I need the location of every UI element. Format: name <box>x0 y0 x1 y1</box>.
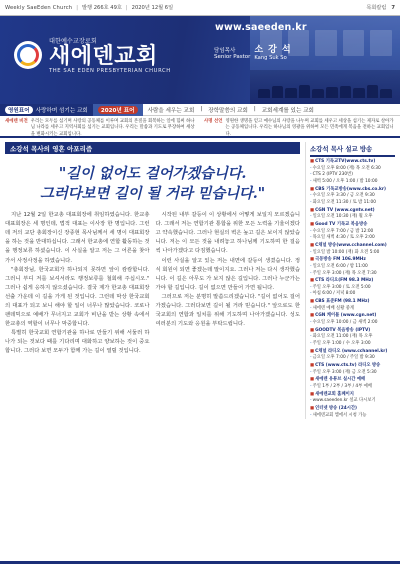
article-title-line1: "길이 없어도 걸어가겠습니다. <box>58 165 247 182</box>
bullet-icon: ■ <box>310 313 315 319</box>
dash-icon: - <box>310 249 312 255</box>
column-label: 소강석 목사의 영혼 아포리즘 <box>5 142 300 154</box>
broadcast-time: - 수요일 오후 8:00 (재) 목 오전 6:30 <box>310 165 381 171</box>
bullet-icon: ■ <box>310 257 315 263</box>
bullet-icon: ■ <box>310 327 315 333</box>
broadcast-time: - 금요일 오후 7:00 / 주일 밤 9:30 <box>310 355 375 361</box>
dash-icon: - <box>310 165 312 171</box>
broadcast-list <box>310 159 395 419</box>
broadcast-time: - 목요일 새벽 4:30 / 토 오후 2:00 <box>310 235 375 241</box>
church-name: 새에덴교회 <box>49 44 158 69</box>
dash-icon: - <box>310 398 312 404</box>
broadcast-channel: ■ C채널 라디오 (www.cchannel.kr) <box>310 348 388 354</box>
broadcast-time: - 새에덴 예배 실황 중계 <box>310 305 355 311</box>
masthead-banner <box>0 16 400 104</box>
vision-strip <box>0 116 400 138</box>
vision-label: 새에덴 비전 <box>5 119 28 124</box>
dash-icon: - <box>310 193 312 199</box>
pastor-name-en: Kang Suk So <box>254 55 287 61</box>
issue-date: 2020년 12월 6일 <box>131 5 174 11</box>
article-body <box>5 211 300 356</box>
mission-text: 영원한 생명을 얻고 예수님의 사랑을 나누며 교회를 세우고 세상을 섬기는 제자로 살아가는 공동체입니다. 우리는 하나님의 영광을 위하여 모든 민족에게 복음을 전하는 교회입니다. <box>225 119 394 137</box>
bullet-icon: ■ <box>310 299 315 305</box>
broadcast-channel: ■ CBS 기독교방송(www.cbs.co.kr) <box>310 186 386 192</box>
bullet-icon: ■ <box>310 391 315 397</box>
section-label: 목회칼럼 <box>366 5 387 11</box>
column-article <box>5 142 305 419</box>
broadcast-channel: ■ CGN 케이블 (www.cgn.net) <box>310 313 377 319</box>
vision-text: 우리는 모두를 섬기며 사랑의 공동체를 이루며 교회의 본질을 회복하는 일에 힘써 하나님 나라를 세우고 지역사회를 섬기는 교회입니다. 우리는 말씀과 기도로 무장하여 세상을 변화시키는 교회입니다. <box>30 119 195 137</box>
dash-icon: - <box>310 355 312 361</box>
bullet-icon: ■ <box>310 159 315 164</box>
slogan-bar: 영원표어 사랑하며 섬기는 교회 2020년 표어 사람을 세우는 교회 | 장학말씀의 교회 | 교회세계를 있는 교회 <box>0 104 400 116</box>
dash-icon: - <box>310 178 312 184</box>
denomination: 대한예수교장로회 <box>49 38 97 45</box>
broadcast-time: - 일요일 밤 10:00 (재) 화 오전 5:00 <box>310 249 380 255</box>
article-title-line2: 그러다보면 길이 될 거라 믿습니다." <box>40 184 265 202</box>
broadcast-channel: ■ 인터넷 방송 (24시간) <box>310 405 358 411</box>
broadcast-time: - 수요일 오후 7:00 / 금 밤 12:00 <box>310 228 374 234</box>
broadcast-channel: ■ 새에덴교회 홈페이지 <box>310 391 354 397</box>
paragraph: 그러므로 저는 분명히 말씀드리겠습니다. "길이 없어도 걸어가겠습니다. 그러다보면 길이 될 거라 믿습니다." 앞으로도 한국교회의 연합과 일치를 위해 기도하며 나아가겠습니다. 성도 여러분의 기도와 응원을 부탁드립니다. <box>155 293 300 328</box>
pastor-role-ko: 담임목사 <box>214 47 236 54</box>
broadcast-time: - 화요일 오전 11:00 (재) 목 오후 <box>310 334 373 340</box>
bullet-icon: ■ <box>310 363 315 369</box>
broadcast-channel: ■ CTS 라디오(FM 98.3 MHz) <box>310 278 374 284</box>
year-motto-1: 사람을 세우는 교회 <box>147 107 195 114</box>
dash-icon: - <box>310 284 312 290</box>
pastor-role-en: Senior Pastor <box>214 54 251 61</box>
bullet-icon: ■ <box>310 405 315 411</box>
dash-icon: - <box>310 214 312 220</box>
broadcast-time: - 주일 1부 / 2부 / 3부 / 4부 예배 <box>310 384 372 389</box>
content-area <box>0 138 400 419</box>
broadcast-channel: ■ C채널 방송(www.cchannel.com) <box>310 242 387 248</box>
paragraph: 시작된 내부 갈등이 이 상황에서 어떻게 보일지 모르겠습니다. 그래서 저는 연합기관 통합을 위한 모든 노력을 기울이겠다고 약속했습니다. 그러나 현실의 벽은 높고 길은 보이지 않았습니다. 저는 이 모든 것을 내려놓고 하나님께 기도하며 한 걸음씩 나아가겠다고 다짐했습니다. <box>155 212 300 255</box>
broadcast-time: - 수요일 오후 3:30 / 금 오전 9:30 <box>310 193 375 199</box>
broadcast-time: - 주일 오후 3:00 / 토 오전 5:00 <box>310 284 371 290</box>
bullet-icon: ■ <box>310 242 315 248</box>
broadcast-channel: ■ 극동방송 FM 106.9MHz <box>310 257 366 263</box>
broadcast-time: - 주일 오후 1:00 / 수 오후 3:00 <box>310 341 371 347</box>
broadcast-channel: ■ CTS (www.cts.tv) 라디오 방송 <box>310 363 381 369</box>
pastor-name-ko: 소 강 석 <box>254 45 292 55</box>
mission-label: 사명 선언 <box>204 119 223 124</box>
issue-number: 발행 266호 49호 <box>82 5 122 11</box>
page-number: 7 <box>391 4 395 11</box>
year-motto-3: 교회세계를 있는 교회 <box>261 107 314 114</box>
publication-name: Weekly SaeEden Church <box>5 4 73 11</box>
dash-icon: - <box>310 341 312 347</box>
broadcast-time: - CTS 2 (IPTV 230번) <box>310 172 353 178</box>
church-logo-icon <box>14 41 42 69</box>
broadcast-sidebar <box>305 142 395 419</box>
eternal-motto: 사랑하며 섬기는 교회 <box>35 107 88 114</box>
broadcast-time: - 새벽 5:00 / 오후 1:00 / 밤 10:00 <box>310 178 378 184</box>
senior-pastor <box>214 42 292 61</box>
dash-icon: - <box>310 228 312 234</box>
broadcast-channel: ■ 새에덴 유튜브 실시간 예배 <box>310 377 366 383</box>
paragraph: 특별히 한국교회 연합기관을 하나로 만들기 위해 서둘러 하나가 되는 것보다 때를 기다리며 대화하고 양보하는 것이 중요합니다. 그러다 보면 모두가 함께 가는 길이 열릴 것입니다. <box>5 330 150 355</box>
dash-icon: - <box>310 412 312 418</box>
broadcast-time: - 일요일 오전 6:00 / 밤 11:00 <box>310 263 368 269</box>
broadcast-channel: ■ CTS 기독교TV(www.cts.tv) <box>310 159 376 164</box>
article-column-2 <box>156 211 301 356</box>
broadcast-time: - 주일 오후 3:00 (재) 금 오전 5:30 <box>310 369 377 375</box>
dash-icon: - <box>310 291 312 297</box>
dash-icon: - <box>310 263 312 269</box>
top-strip: Weekly SaeEden Church | 발행 266호 49호 | 2020년 12월 6일 목회칼럼 7 <box>0 0 400 16</box>
broadcast-channel: ■ Good TV 기독교 복음방송 <box>310 221 368 227</box>
bullet-icon: ■ <box>310 377 315 383</box>
year-motto-2: 장학말씀의 교회 <box>208 107 248 114</box>
dash-icon: - <box>310 384 312 389</box>
broadcast-time: - 일요일 오전 10:30 (재) 월 오후 <box>310 214 373 220</box>
broadcast-time: - 화요일 오전 11:30 / 토 밤 11:00 <box>310 199 377 205</box>
dash-icon: - <box>310 199 312 205</box>
broadcast-channel: ■ GOODTV 복음방송 (IPTV) <box>310 327 371 333</box>
paragraph: "총회장님, 한국교회가 하나되지 못하면 앞이 캄캄합니다. 그러니 부디 저를 보셔서라도 행정보류를 철회해 주십시오." 그러나 쉽게 응하지 않으셨습니다. 결국 제가 한교총 대표회장 선출 가운데 이 길을 가게 된 것입니다. 그런데 막상 한국교회의 대표가 되고 보니 해야 할 일이 너무나 많았습니다. 코로나 팬데믹으로 예배가 무너지고 교회가 비난을 받는 상황 속에서 한교총의 역할이 너무나 막중합니다. <box>5 266 150 328</box>
broadcast-time: - 수요일 오후 10:00 / 금 새벽 2:00 <box>310 320 378 326</box>
dash-icon: - <box>310 334 312 340</box>
sidebar-title: 소강석 목사 설교 방송 <box>310 142 395 157</box>
church-logo-block <box>14 36 171 74</box>
website-url[interactable]: www.saeeden.kr <box>215 22 307 33</box>
eternal-motto-tag: 영원표어 <box>5 106 33 114</box>
year-motto-tag: 2020년 표어 <box>98 106 138 114</box>
broadcast-channel: ■ CGN TV (www.cgntv.net) <box>310 207 375 213</box>
article-column-1 <box>5 211 150 356</box>
article-title <box>5 164 300 203</box>
broadcast-time: - www.saeeden.kr 설교 다시보기 <box>310 398 376 404</box>
dash-icon: - <box>310 369 312 375</box>
bullet-icon: ■ <box>310 278 315 284</box>
dash-icon: - <box>310 235 312 241</box>
broadcast-channel: ■ CBS 표준FM (98.1 MHz) <box>310 299 370 305</box>
dash-icon: - <box>310 172 312 178</box>
paragraph: 지난 12월 2일 한교총 대표회장에 취임하였습니다. 한교총 대표회장은 세 명인데, 법적 대표는 이사장 한 명입니다. 그런데 저의 교단 총회장이신 장종현 목사님께서 세 명이 대표회장을 하는 것을 반대하십니다. 그래서 한교총에 연합 활동하는 것을 행정보류 하셨습니다. 이 사실을 알고 저는 그 어른을 찾아가서 사정사정을 하였습니다. <box>5 212 150 264</box>
bullet-icon: ■ <box>310 186 315 192</box>
bullet-icon: ■ <box>310 207 315 213</box>
church-name-english: THE SAE EDEN PRESBYTERIAN CHURCH <box>49 68 171 75</box>
dash-icon: - <box>310 270 312 276</box>
broadcast-time: - 주일 오후 3:00 (재) 목 오전 7:30 <box>310 270 377 276</box>
bullet-icon: ■ <box>310 221 315 227</box>
broadcast-time: - 새에덴교회 앱에서 시청 가능 <box>310 412 367 418</box>
dash-icon: - <box>310 320 312 326</box>
bullet-icon: ■ <box>310 348 315 354</box>
paragraph: 이런 사실을 알고 있는 저는 내면에 갈등이 생겼습니다. 정식 회원이 되면 좋겠는데 말이지요. 그러나 저는 다시 생각했습니다. 이 길은 아무도 가 보지 않은 길입니다. 그러나 누군가는 가야 할 길입니다. 길이 없으면 만들어 가면 됩니다. <box>155 257 300 291</box>
broadcast-time: - 아침 6:00 / 저녁 8:00 <box>310 291 356 297</box>
dash-icon: - <box>310 305 312 311</box>
